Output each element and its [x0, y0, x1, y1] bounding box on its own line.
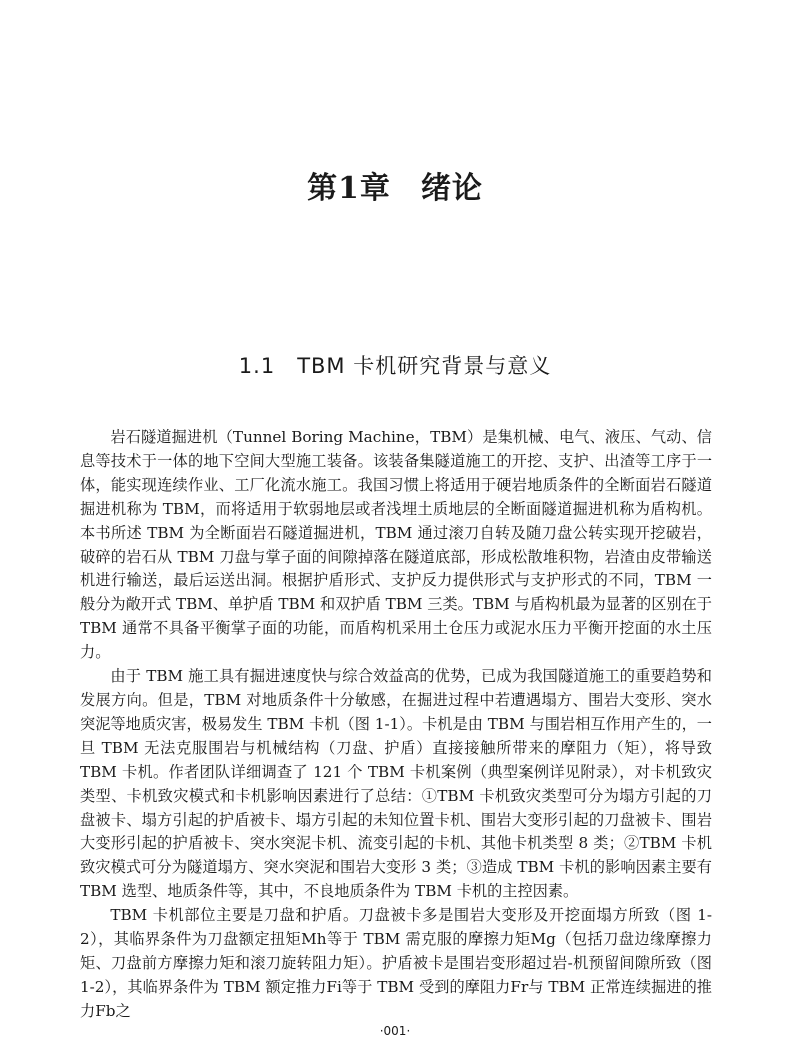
chapter-number: 第1章 [307, 171, 391, 206]
paragraph: 由于 TBM 施工具有掘进速度快与综合效益高的优势，已成为我国隧道施工的重要趋势和发展方向。但是，TBM 对地质条件十分敏感，在掘进过程中若遭遇塌方、围岩大变形、突水突泥等地质灾害，极易发生 TBM 卡机（图 1-1）。卡机是由 TBM 与围岩相互作用产生的，一旦 TBM 无法克服围岩与机械结构（刀盘、护盾）直接接触所带来的摩阻力（矩），将导致 TBM 卡机。作者团队详细调查了 121 个 TBM 卡机案例（典型案例详见附录），对卡机致灾类型、卡机致灾模式和卡机影响因素进行了总结：①TBM 卡机致灾类型可分为塌方引起的刀盘被卡、塌方引起的护盾被卡、塌方引起的未知位置卡机、围岩大变形引起的刀盘被卡、围岩大变形引起的护盾被卡、突水突泥卡机、流变引起的卡机、其他卡机类型 8 类；②TBM 卡机致灾模式可分为隧道塌方、突水突泥和围岩大变形 3 类；③造成 TBM 卡机的影响因素主要有 TBM 选型、地质条件等，其中，不良地质条件为 TBM 卡机的主控因素。 [80, 667, 712, 901]
chapter-title [0, 163, 790, 207]
body-text [80, 426, 712, 1024]
section-name: TBM 卡机研究背景与意义 [297, 354, 552, 378]
paragraph: 岩石隧道掘进机（Tunnel Boring Machine，TBM）是集机械、电气、液压、气动、信息等技术于一体的地下空间大型施工装备。该装备集隧道施工的开挖、支护、出渣等工序于一体，能实现连续作业、工厂化流水施工。我国习惯上将适用于硬岩地质条件的全断面岩石隧道掘进机称为 TBM，而将适用于软弱地层或者浅埋土质地层的全断面隧道掘进机称为盾构机。本书所述 TBM 为全断面岩石隧道掘进机，TBM 通过滚刀自转及随刀盘公转实现开挖破岩，破碎的岩石从 TBM 刀盘与掌子面的间隙掉落在隧道底部，形成松散堆积物，岩渣由皮带输送机进行输送，最后运送出洞。根据护盾形式、支护反力提供形式与支护形式的不同，TBM 一般分为敞开式 TBM、单护盾 TBM 和双护盾 TBM 三类。TBM 与盾构机最为显著的区别在于 TBM 通常不具备平衡掌子面的功能，而盾构机采用土仓压力或泥水压力平衡开挖面的水土压力。 [80, 428, 712, 662]
page-number: ·001· [379, 1024, 411, 1038]
section-title [0, 350, 790, 380]
chapter-name: 绪论 [420, 171, 483, 206]
paragraph: TBM 卡机部位主要是刀盘和护盾。刀盘被卡多是围岩大变形及开挖面塌方所致（图 1-2），其临界条件为刀盘额定扭矩Mh等于 TBM 需克服的摩擦力矩Mg（包括刀盘边缘摩擦力矩、刀盘前方摩擦力矩和滚刀旋转阻力矩）。护盾被卡是围岩变形超过岩-机预留间隙所致（图 1-2），其临界条件为 TBM 额定推力Fi等于 TBM 受到的摩阻力Fr与 TBM 正常连续掘进的推力Fb之 [80, 906, 712, 1020]
section-number: 1.1 [238, 354, 276, 378]
